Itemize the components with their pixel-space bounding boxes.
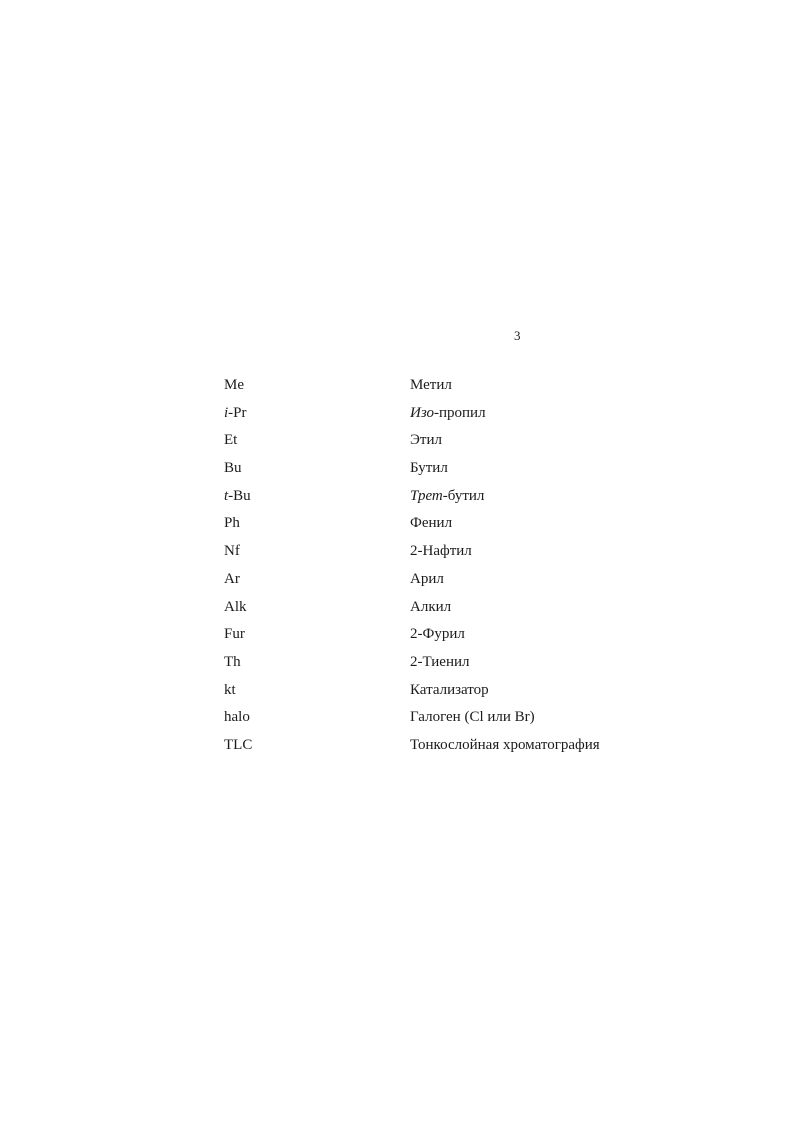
term-text: TLC bbox=[224, 736, 253, 753]
term-text: kt bbox=[224, 681, 236, 698]
abbreviation-term bbox=[224, 736, 410, 754]
abbreviation-row bbox=[224, 542, 684, 570]
abbreviation-row bbox=[224, 459, 684, 487]
abbreviation-definition bbox=[410, 570, 444, 588]
abbreviation-term bbox=[224, 708, 410, 726]
abbreviation-term bbox=[224, 625, 410, 643]
abbreviation-term bbox=[224, 598, 410, 616]
definition-text: 2-Фурил bbox=[410, 626, 465, 643]
abbreviation-term bbox=[224, 431, 410, 449]
abbreviation-definition bbox=[410, 625, 465, 643]
abbreviation-definition bbox=[410, 404, 486, 422]
abbreviation-term bbox=[224, 376, 410, 394]
abbreviation-row bbox=[224, 487, 684, 515]
abbreviation-row bbox=[224, 681, 684, 709]
term-text: -Pr bbox=[228, 404, 247, 421]
abbreviation-term bbox=[224, 487, 410, 505]
definition-text: 2-Тиенил bbox=[410, 653, 470, 670]
term-italic-prefix: t bbox=[224, 487, 229, 504]
definition-text: Метил bbox=[410, 377, 452, 393]
abbreviation-term bbox=[224, 653, 410, 671]
term-text: -Bu bbox=[228, 487, 251, 504]
abbreviation-row bbox=[224, 404, 684, 432]
abbreviation-definition bbox=[410, 376, 452, 394]
definition-italic-prefix: Изо bbox=[410, 404, 434, 421]
abbreviation-row bbox=[224, 653, 684, 681]
term-text: Fur bbox=[224, 626, 245, 643]
abbreviation-row bbox=[224, 376, 684, 404]
term-italic-prefix: i bbox=[224, 404, 229, 421]
definition-text: Бутил bbox=[410, 460, 448, 477]
definition-text: Тонкослойная хроматография bbox=[410, 736, 600, 753]
abbreviation-definition bbox=[410, 598, 451, 616]
abbreviation-list bbox=[224, 376, 684, 764]
abbreviation-definition bbox=[410, 431, 442, 449]
abbreviation-term bbox=[224, 404, 410, 422]
abbreviation-row bbox=[224, 625, 684, 653]
abbreviation-row bbox=[224, 736, 684, 764]
abbreviation-definition bbox=[410, 514, 452, 532]
abbreviation-term bbox=[224, 542, 410, 560]
abbreviation-definition bbox=[410, 487, 484, 505]
abbreviation-row bbox=[224, 708, 684, 736]
definition-text: Алкил bbox=[410, 598, 452, 615]
definition-text: -пропил bbox=[434, 404, 486, 421]
definition-text: Катализатор bbox=[410, 681, 489, 698]
abbreviation-definition bbox=[410, 708, 535, 726]
term-text: Me bbox=[224, 377, 244, 393]
term-text: halo bbox=[224, 709, 250, 726]
term-text: Et bbox=[224, 432, 238, 449]
abbreviation-term bbox=[224, 459, 410, 477]
definition-text: Арил bbox=[410, 570, 444, 587]
term-text: Ar bbox=[224, 570, 240, 587]
abbreviation-definition bbox=[410, 681, 489, 699]
abbreviation-definition bbox=[410, 653, 470, 671]
term-text: Th bbox=[224, 653, 241, 670]
abbreviation-term bbox=[224, 570, 410, 588]
abbreviation-row bbox=[224, 431, 684, 459]
definition-text: Фенил bbox=[410, 515, 453, 532]
abbreviation-definition bbox=[410, 459, 448, 477]
abbreviation-term bbox=[224, 514, 410, 532]
definition-italic-prefix: Трет bbox=[410, 487, 443, 504]
abbreviation-definition bbox=[410, 542, 472, 560]
definition-text: -бутил bbox=[442, 487, 485, 504]
definition-text: Галоген (Cl или Br) bbox=[410, 709, 535, 726]
page-number: 3 bbox=[514, 328, 521, 343]
abbreviation-row bbox=[224, 514, 684, 542]
definition-text: 2-Нафтил bbox=[410, 543, 472, 560]
term-text: Ph bbox=[224, 515, 240, 532]
term-text: Bu bbox=[224, 460, 242, 477]
definition-text: Этил bbox=[410, 432, 442, 449]
abbreviation-definition bbox=[410, 736, 600, 754]
term-text: Nf bbox=[224, 543, 240, 560]
term-text: Alk bbox=[224, 598, 247, 615]
abbreviation-term bbox=[224, 681, 410, 699]
abbreviation-row bbox=[224, 570, 684, 598]
abbreviation-row bbox=[224, 598, 684, 626]
